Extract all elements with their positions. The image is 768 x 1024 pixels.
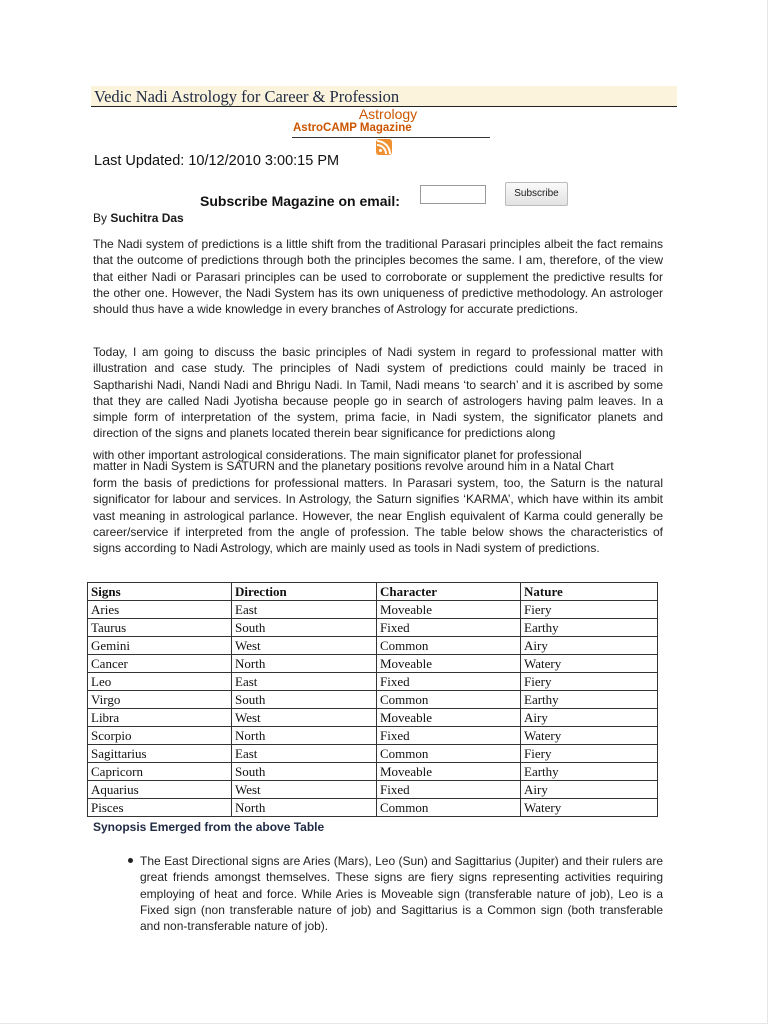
signs-table <box>87 582 658 817</box>
cell-character: Moveable <box>377 601 521 619</box>
table-row <box>88 691 658 709</box>
cell-nature: Fiery <box>521 601 658 619</box>
cell-direction: North <box>232 655 377 673</box>
cell-direction: West <box>232 709 377 727</box>
cell-character: Common <box>377 799 521 817</box>
table-row <box>88 781 658 799</box>
cell-sign: Capricorn <box>88 763 232 781</box>
cell-sign: Leo <box>88 673 232 691</box>
table-row <box>88 655 658 673</box>
rss-icon[interactable] <box>376 139 392 155</box>
cell-direction: East <box>232 673 377 691</box>
cell-direction: North <box>232 727 377 745</box>
cell-nature: Airy <box>521 781 658 799</box>
table-row <box>88 763 658 781</box>
cell-character: Common <box>377 637 521 655</box>
header-nature: Nature <box>521 583 658 601</box>
synopsis-heading: Synopsis Emerged from the above Table <box>93 820 325 834</box>
cell-character: Fixed <box>377 727 521 745</box>
cell-character: Fixed <box>377 673 521 691</box>
cell-nature: Earthy <box>521 619 658 637</box>
cell-sign: Libra <box>88 709 232 727</box>
cell-nature: Airy <box>521 637 658 655</box>
table-row <box>88 601 658 619</box>
magazine-link-bar <box>292 122 490 138</box>
table-row <box>88 745 658 763</box>
cell-sign: Aries <box>88 601 232 619</box>
subscribe-button[interactable]: Subscribe <box>505 182 568 206</box>
bullet-icon <box>128 858 133 863</box>
cell-direction: North <box>232 799 377 817</box>
cell-nature: Airy <box>521 709 658 727</box>
table-row <box>88 637 658 655</box>
cell-nature: Watery <box>521 727 658 745</box>
author-name: Suchitra Das <box>110 211 184 225</box>
table-row <box>88 619 658 637</box>
header-direction: Direction <box>232 583 377 601</box>
cell-character: Common <box>377 691 521 709</box>
cell-sign: Virgo <box>88 691 232 709</box>
cell-character: Fixed <box>377 781 521 799</box>
last-updated: Last Updated: 10/12/2010 3:00:15 PM <box>94 153 340 169</box>
cell-sign: Pisces <box>88 799 232 817</box>
cell-character: Moveable <box>377 709 521 727</box>
synopsis-bullet-text: The East Directional signs are Aries (Mars), Leo (Sun) and Sagittarius (Jupiter) and their rulers are great friends amongst themselves. These signs are fiery signs representing activities requiring employing of heat and force. While Aries is Moveable sign (transferable nature of job), Leo is a Fixed sign (non transferable nature of job) and Sagittarius is a Common sign (both transferable and non-transferable nature of job). <box>140 854 663 934</box>
cell-direction: West <box>232 637 377 655</box>
byline-prefix: By <box>93 211 108 225</box>
article-title-bar <box>91 86 677 107</box>
cell-character: Fixed <box>377 619 521 637</box>
category-link[interactable]: Astrology <box>358 106 418 122</box>
cell-character: Common <box>377 745 521 763</box>
article-title: Vedic Nadi Astrology for Career & Profession <box>94 87 400 106</box>
cell-sign: Sagittarius <box>88 745 232 763</box>
table-row <box>88 673 658 691</box>
byline <box>93 211 184 225</box>
cell-nature: Earthy <box>521 691 658 709</box>
cell-nature: Earthy <box>521 763 658 781</box>
cell-direction: East <box>232 745 377 763</box>
cell-nature: Fiery <box>521 673 658 691</box>
cell-character: Moveable <box>377 655 521 673</box>
email-field[interactable] <box>420 185 486 204</box>
synopsis-list-item <box>128 853 663 934</box>
header-signs: Signs <box>88 583 232 601</box>
magazine-link[interactable]: AstroCAMP Magazine <box>293 122 412 134</box>
overlapping-line-a: with other important astrological considerations. The main significator planet for professional <box>93 448 582 462</box>
cell-direction: East <box>232 601 377 619</box>
cell-sign: Gemini <box>88 637 232 655</box>
cell-sign: Scorpio <box>88 727 232 745</box>
table-row <box>88 727 658 745</box>
cell-character: Moveable <box>377 763 521 781</box>
cell-direction: South <box>232 763 377 781</box>
cell-direction: West <box>232 781 377 799</box>
paragraph-intro: The Nadi system of predictions is a little shift from the traditional Parasari principles albeit the fact remains that the outcome of predictions through both the principles becomes the same. I am, therefore, of the view that either Nadi or Parasari principles can be used to corroborate or supplement the predictive results for the other one. However, the Nadi System has its own uniqueness of predictive methodology. An astrologer should thus have a wide knowledge in every branches of Astrology for accurate predictions. <box>93 237 663 317</box>
table-row <box>88 799 658 817</box>
paragraph-saturn: form the basis of predictions for professional matters. In Parasari system, too, the Saturn is the natural significator for labour and services. In Astrology, the Saturn signifies ‘KARMA’, which have within its ambit vast meaning in astrological parlance. However, the near English equivalent of Karma could generally be career/service if interpreted from the angle of profession. The table below shows the characteristics of signs according to Nadi Astrology, which are mainly used as tools in Nadi system of predictions. <box>93 476 663 556</box>
cell-direction: South <box>232 691 377 709</box>
cell-nature: Watery <box>521 799 658 817</box>
header-character: Character <box>377 583 521 601</box>
cell-sign: Cancer <box>88 655 232 673</box>
overlapping-line-b: matter in Nadi System is SATURN and the planetary positions revolve around him in a Natal Chart <box>93 459 614 473</box>
subscribe-label: Subscribe Magazine on email: <box>200 193 400 209</box>
cell-sign: Aquarius <box>88 781 232 799</box>
table-row <box>88 709 658 727</box>
table-header-row <box>88 583 658 601</box>
cell-sign: Taurus <box>88 619 232 637</box>
cell-direction: South <box>232 619 377 637</box>
paragraph-principles: Today, I am going to discuss the basic principles of Nadi system in regard to professional matter with illustration and case study. The principles of Nadi system of predictions could mainly be traced in Saptharishi Nadi, Nandi Nadi and Bhrigu Nadi. In Tamil, Nadi means ‘to search’ and it is ascribed by some that they are called Nadi Jyotisha because people go in search of astrologers having palm leaves. In a simple form of interpretation of the system, prima facie, in Nadi system, the significator planets and direction of the signs and planets located therein bear significance for predictions along <box>93 345 663 441</box>
cell-nature: Watery <box>521 655 658 673</box>
cell-nature: Fiery <box>521 745 658 763</box>
